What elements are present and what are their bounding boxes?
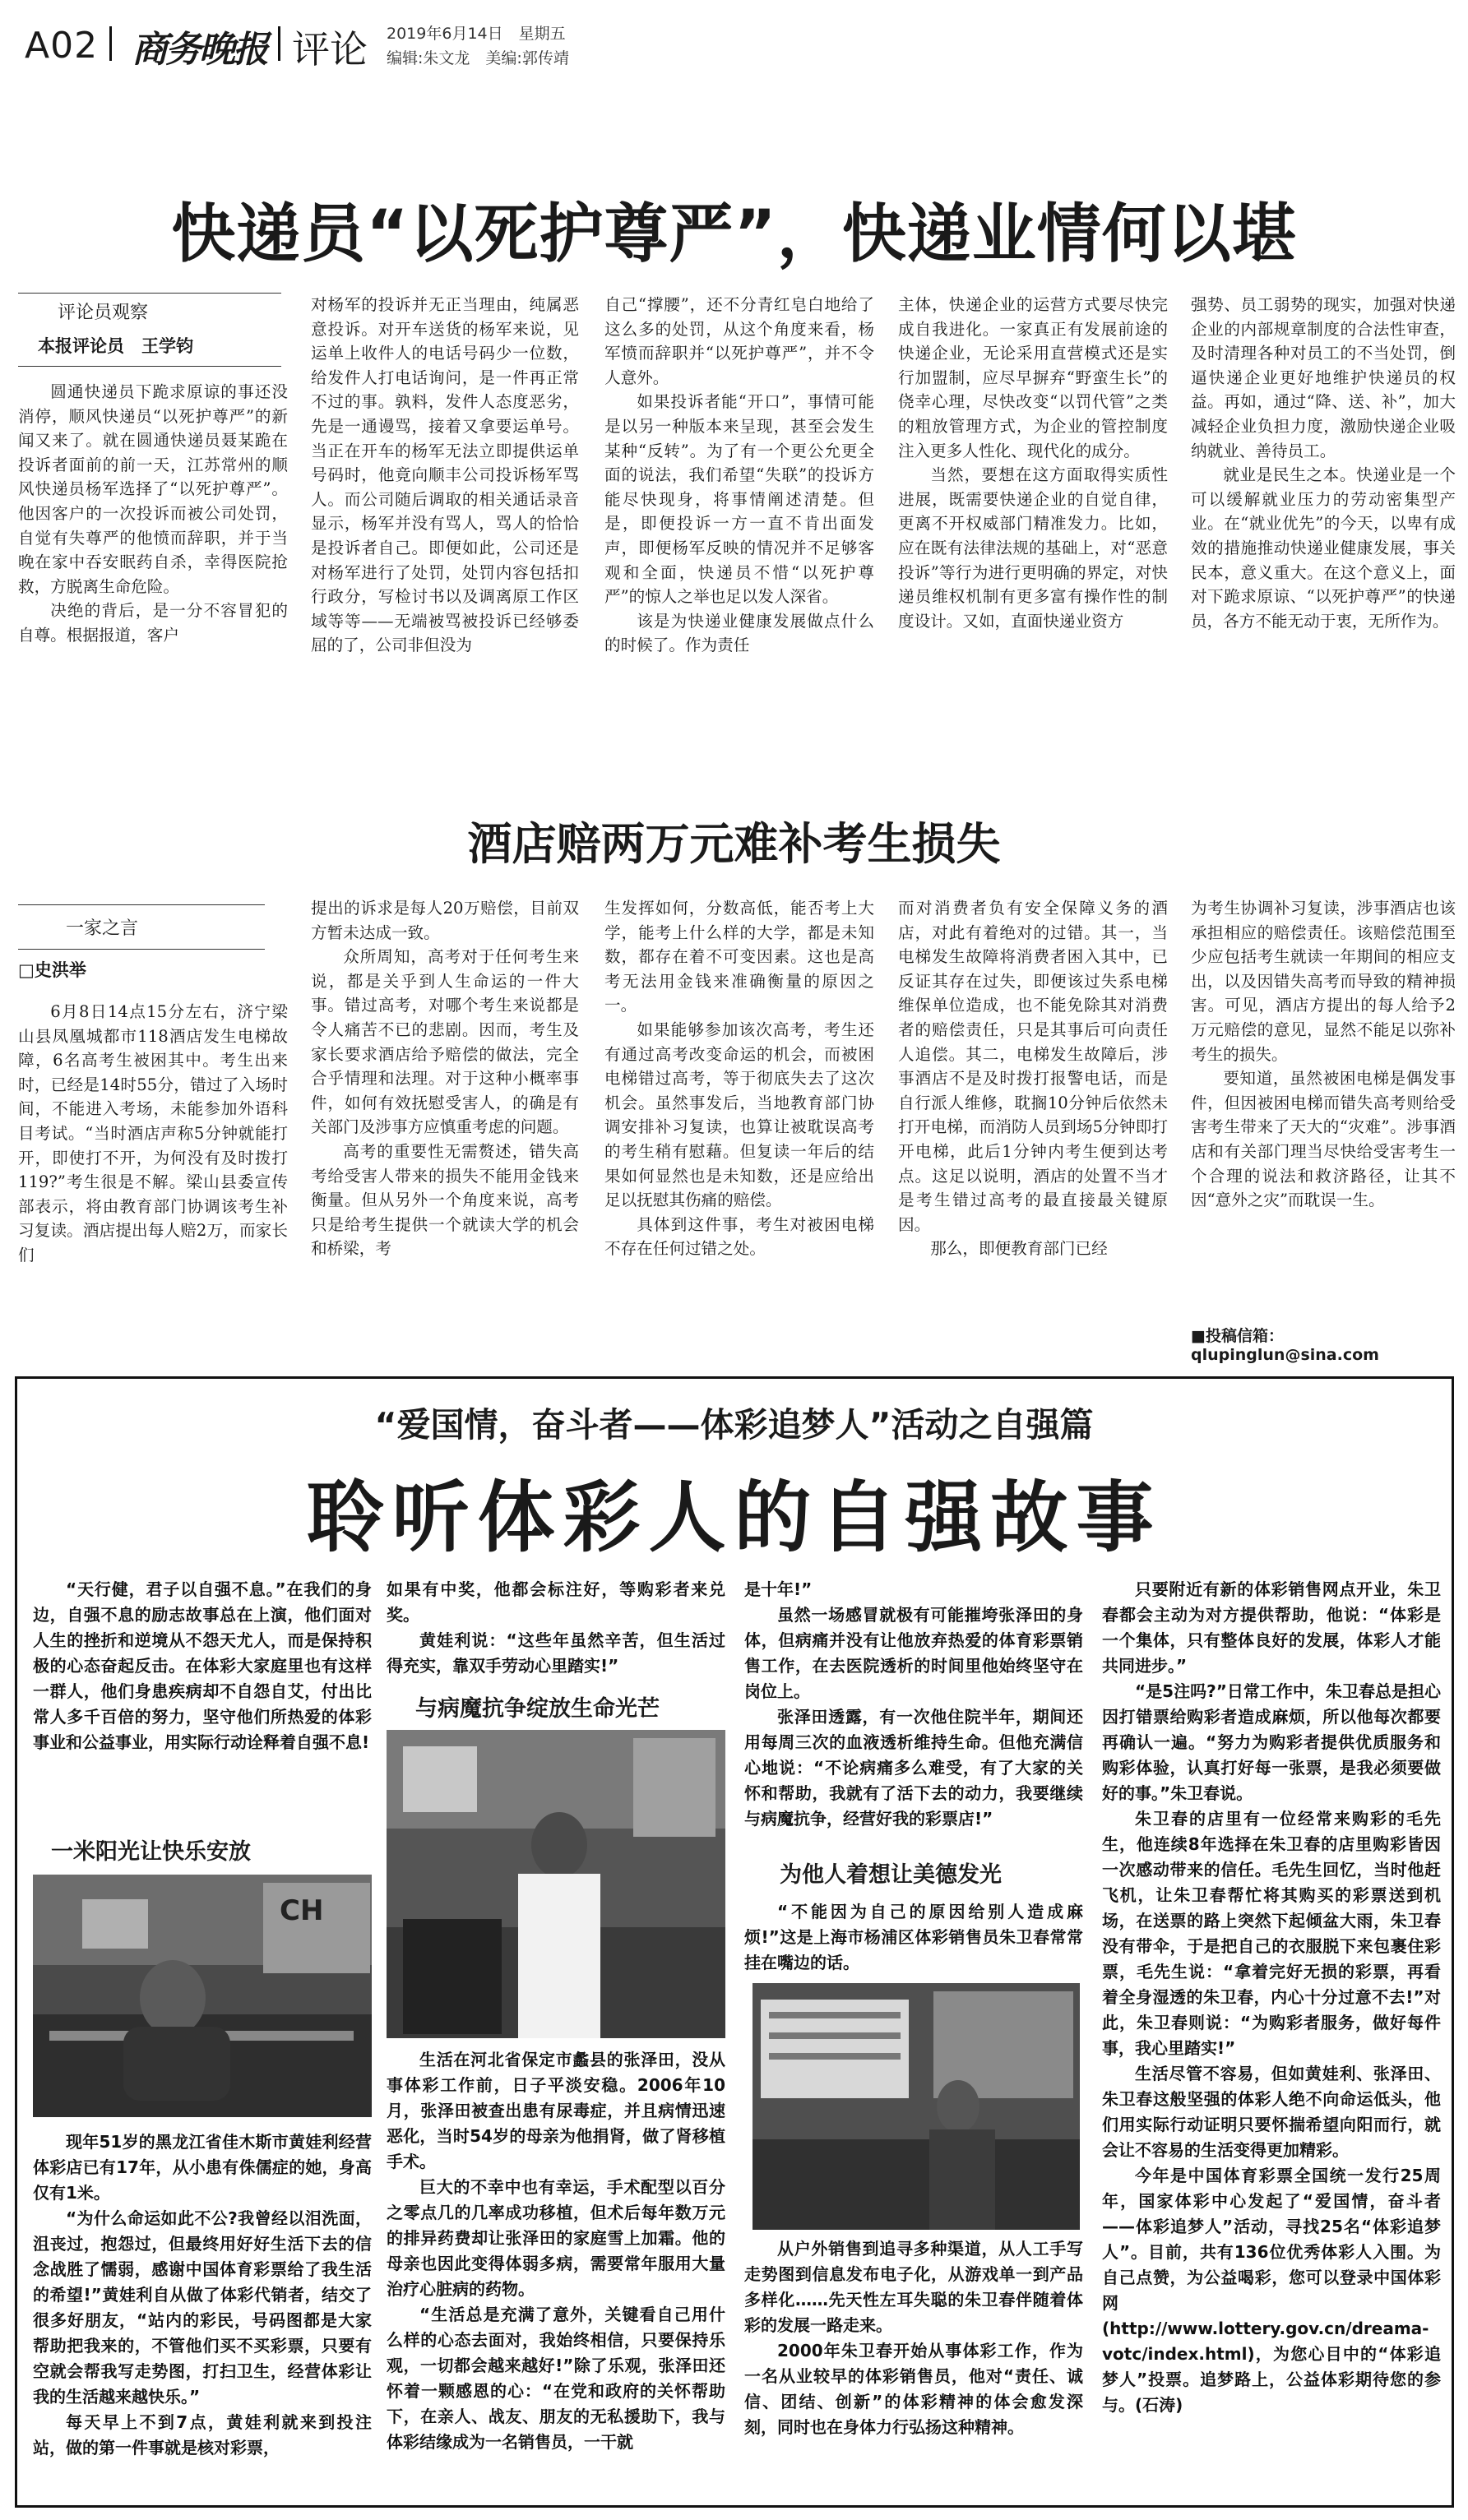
article2-column-3 [604, 896, 874, 1362]
paragraph: 每天早上不到7点，黄娃利就来到投注站，做的第一件事就是核对彩票， [33, 2412, 372, 2458]
feature-column-3 [744, 2236, 1083, 2499]
sign-text: CH [280, 1894, 324, 1927]
feature-column-3-mid [744, 1899, 1083, 1980]
paragraph: 圆通快递员下跪求原谅的事还没消停，顺风快递员“以死护尊严”的新闻又来了。就在圆通快递员聂某跪在投诉者面前的前一天，江苏常州的顺风快递员杨军选择了“以死护尊严”。他因客户的一次投诉而被公司处罚，自觉有失尊严的他愤而辞职，并于当晚在家中吞安眠药自杀，幸得医院抢救，方脱离生命危险。 [18, 382, 288, 596]
paragraph: “为什么命运如此不公?我曾经以泪洗面，沮丧过，抱怨过，但最终用好好生活下去的信念战胜了懦弱，感谢中国体育彩票给了我生活的希望!”黄娃利自从做了体彩代销者，结交了很多好朋友，“站内的彩民，号码图都是大家帮助把我来的，不管他们买不买彩票，只要有空就会帮我写走势图，打扫卫生，经营体彩让我的生活越来越快乐。” [33, 2208, 372, 2407]
photo-shop-owner [33, 1875, 372, 2117]
column-tag: 一家之言 [66, 918, 139, 939]
section-name: 评论 [292, 27, 368, 72]
header-divider [278, 26, 280, 61]
paragraph: “天行健，君子以自强不息。”在我们的身边，自强不息的励志故事总在上演，他们面对人生的挫折和逆境从不怨天尤人，而是保持积极的心态奋起反击。在体彩大家庭里也有这样一群人，他们身患疾病却不自怨自艾，付出比常人多千百倍的努力，坚守他们所热爱的体彩事业和公益事业，用实际行动诠释着自强不息! [33, 1579, 372, 1752]
article1-column-4 [898, 293, 1168, 728]
feature-kicker: “爱国情，奋斗者——体彩追梦人”活动之自强篇 [374, 1405, 1094, 1445]
paragraph: 主体，快递企业的运营方式要尽快完成自我进化。一家真正有发展前途的快递企业，无论采用直营模式还是实行加盟制，应尽早摒弃“野蛮生长”的侥幸心理，尽快改变“以罚代管”之类的粗放管理方式，为企业的管控制度注入更多人性化、现代化的成分。 [898, 295, 1168, 460]
photo-shop-interior [753, 1983, 1080, 2230]
paragraph: 现年51岁的黑龙江省佳木斯市黄娃利经营体彩店已有17年，从小患有侏儒症的她，身高仅有1米。 [33, 2132, 372, 2203]
photo-salesman [387, 1730, 725, 2038]
article2-column-4 [898, 896, 1168, 1362]
feature-column-4 [1102, 1577, 1441, 2499]
paragraph: 生发挥如何，分数高低，能否考上大学，能考上什么样的大学，都是未知数，都存在着不可变因素。这也是高考无法用金钱来准确衡量的原因之一。 [604, 899, 874, 1015]
column-tag: 评论员观察 [58, 303, 149, 323]
paragraph: 如果有中奖，他都会标注好，等购彩者来兑奖。 [387, 1579, 725, 1625]
feature-column-2 [387, 2047, 725, 2499]
paragraph: 众所周知，高考对于任何考生来说，都是关乎到人生命运的一件大事。错过高考，对哪个考生来说都是令人痛苦不已的悲剧。因而，考生及家长要求酒店给予赔偿的做法，完全合乎情理和法理。对于这种小概率事件，如何有效抚慰受害人，的确是有关部门及涉事方应慎重考虑的问题。 [311, 947, 579, 1137]
paragraph: 强势、员工弱势的现实，加强对快递企业的内部规章制度的合法性审查，及时清理各种对员工的不当处罚，倒逼快递企业更好地维护快递员的权益。再如，通过“降、送、补”，加大减轻企业负担力度，激励快递企业吸纳就业、善待员工。 [1191, 295, 1456, 460]
article1-column-1 [18, 380, 288, 725]
paragraph: 自己“撑腰”，还不分青红皂白地给了这么多的处罚，从这个角度来看，杨军愤而辞职并“以死护尊严”，并不令人意外。 [604, 295, 874, 387]
paragraph: 如果投诉者能“开口”，事情可能是以另一种版本来呈现，甚至会发生某种“反转”。为了有一个更公允更全面的说法，我们希望“失联”的投诉方能尽快现身，将事情阐述清楚。但是，即便投诉一方一直不肯出面发声，即便杨军反映的情况并不足够客观和全面，快递员不惜“以死护尊严”的惊人之举也足以发人深省。 [604, 392, 874, 607]
paragraph: 朱卫春的店里有一位经常来购彩的毛先生，他连续8年选择在朱卫春的店里购彩皆因一次感动带来的信任。毛先生回忆，当时他赶飞机，让朱卫春帮忙将其购买的彩票送到机场，在送票的路上突然下起倾盆大雨，朱卫春没有带伞，于是把自己的衣服脱下来包裹住彩票，毛先生说：“拿着完好无损的彩票，再看着全身湿透的朱卫春，内心十分过意不去!”对此，朱卫春则说：“为购彩者服务，做好每件事，我心里踏实!” [1102, 1809, 1441, 2058]
newspaper-logo: 商务晚报 [132, 29, 266, 71]
article2-byline-box [18, 904, 281, 980]
paragraph: 是十年!” [744, 1579, 813, 1599]
paragraph: 提出的诉求是每人20万赔偿，目前双方暂未达成一致。 [311, 899, 579, 942]
issue-date: 2019年6月14日 星期五 [387, 25, 566, 43]
article1-headline: 快递员“以死护尊严”，快递业情何以堪 [171, 197, 1297, 271]
paragraph: 虽然一场感冒就极有可能摧垮张泽田的身体，但病痛并没有让他放弃热爱的体育彩票销售工作，在去医院透析的时间里他始终坚守在岗位上。 [744, 1605, 1083, 1701]
paragraph: 就业是民生之本。快递业是一个可以缓解就业压力的劳动密集型产业。在“就业优先”的今天，以卑有成效的措施推动快递业健康发展，事关民本，意义重大。在这个意义上，面对下跪求原谅、“以死护尊严”的快递员，各方不能无动于衷，无所作为。 [1191, 465, 1456, 631]
feature-column-3-top [744, 1577, 1083, 1845]
feature-column-2-top [387, 1577, 725, 1682]
article2-column-1 [18, 1000, 288, 1362]
paragraph: 决绝的背后，是一分不容冒犯的自尊。根据报道，客户 [18, 601, 288, 645]
paragraph: 今年是中国体育彩票全国统一发行25周年，国家体彩中心发起了“爱国情，奋斗者——体彩追梦人”活动，寻找25名“体彩追梦人”。目前，共有136位优秀体彩人入围。为自己点赞，为公益喝彩，您可以登录中国体彩网(http://www.lottery.gov.cn/dreama-votc/index.html)，为您心目中的“体彩追梦人”投票。追梦路上，公益体彩期待您的参与。(石涛) [1102, 2166, 1441, 2415]
photo-image [387, 1730, 725, 2038]
feature-headline: 聆听体彩人的自强故事 [306, 1473, 1162, 1563]
subhead-1: 一米阳光让快乐安放 [51, 1839, 251, 1865]
article1-byline: 本报评论员 王学钧 [38, 336, 193, 356]
paragraph: “不能因为自己的原因给别人造成麻烦!”这是上海市杨浦区体彩销售员朱卫春常常挂在嘴边的话。 [744, 1902, 1083, 1972]
article1-byline-box [18, 293, 281, 356]
paragraph: 对杨军的投诉并无正当理由，纯属恶意投诉。对开车送货的杨军来说，见运单上收件人的电话号码少一位数，给发件人打电话询问，是一件再正常不过的事。孰料，发件人态度恶劣，先是一通谩骂，接着又拿要运单号。当正在开车的杨军无法立即提供运单号码时，他竟向顺丰公司投诉杨军骂人。而公司随后调取的相关通话录音显示，杨军并没有骂人，骂人的恰恰是投诉者自己。即便如此，公司还是对杨军进行了处罚，处罚内容包括扣行政分，写检讨书以及调离原工作区域等等——无端被骂被投诉已经够委屈的了，公司非但没为 [311, 295, 579, 655]
paragraph: 该是为快递业健康发展做点什么的时候了。作为责任 [604, 611, 874, 655]
paragraph: “生活总是充满了意外，关键看自己用什么样的心态去面对，我始终相信，只要保持乐观，一切都会越来越好!”除了乐观，张泽田还怀着一颗感恩的心：“在党和政府的关怀帮助下，在亲人、战友、朋友的无私援助下，我与体彩结缘成为一名销售员，一干就 [387, 2305, 725, 2452]
subhead-2: 与病魔抗争绽放生命光芒 [415, 1696, 660, 1722]
article1-column-2 [311, 293, 579, 728]
paragraph: 从户外销售到追寻多种渠道，从人工手写走势图到信息发布电子化，从游戏单一到产品多样化……先天性左耳失聪的朱卫春伴随着体彩的发展一路走来。 [744, 2239, 1083, 2335]
paragraph: 要知道，虽然被困电梯是偶发事件，但因被困电梯而错失高考则给受害考生带来了天大的“灾难”。涉事酒店和有关部门理当尽快给受害考生一个合理的说法和救济路径，让其不因“意外之灾”而耽误一生。 [1191, 1069, 1456, 1210]
feature-intro [33, 1577, 372, 1824]
paragraph: 具体到这件事，考生对被困电梯不存在任何过错之处。 [604, 1214, 874, 1259]
paragraph: 生活尽管不容易，但如黄娃利、张泽田、朱卫春这般坚强的体彩人绝不向命运低头，他们用实际行动证明只要怀揣希望向阳而行，就会让不容易的生活变得更加精彩。 [1102, 2064, 1441, 2160]
article2-column-2 [311, 896, 579, 1362]
paragraph: 2000年朱卫春开始从事体彩工作，作为一名从业较早的体彩销售员，他对“责任、诚信、团结、创新”的体彩精神的体会愈发深刻，同时也在身体力行弘扬这种精神。 [744, 2341, 1083, 2437]
header-divider [109, 26, 112, 61]
paragraph: 如果能够参加该次高考，考生还有通过高考改变命运的机会，而被困电梯错过高考，等于彻底失去了这次机会。虽然事发后，当地教育部门协调安排补习复读，也算让被耽误高考的考生稍有慰藉。但复读一年后的结果如何显然也是未知数，还是应给出足以抚慰其伤痛的赔偿。 [604, 1020, 874, 1210]
editor-credits: 编辑:朱文龙 美编:郭传靖 [387, 49, 569, 67]
article2-author: □史洪举 [18, 960, 86, 980]
paragraph: 巨大的不幸中也有幸运，手术配型以百分之零点几的几率成功移植，但术后每年数万元的排异药费却让张泽田的家庭雪上加霜。他的母亲也因此变得体弱多病，需要常年服用大量治疗心脏病的药物。 [387, 2177, 725, 2299]
paragraph: 高考的重要性无需赘述，错失高考给受害人带来的损失不能用金钱来衡量。但从另外一个角度来说，高考只是给考生提供一个就读大学的机会和桥梁，考 [311, 1141, 579, 1259]
paragraph: “是5注吗?”日常工作中，朱卫春总是担心因打错票给购彩者造成麻烦，所以他每次都要再确认一遍。“努力为购彩者提供优质服务和购彩体验，认真打好每一张票，是我必须要做好的事。”朱卫春说。 [1102, 1681, 1441, 1803]
paragraph: 生活在河北省保定市蠡县的张泽田，没从事体彩工作前，日子平淡安稳。2006年10月，张泽田被查出患有尿毒症，并且病情迅速恶化，当时54岁的母亲为他捐肾，做了肾移植手术。 [387, 2050, 725, 2171]
article2-column-5 [1191, 896, 1456, 1307]
contact-email: ■投稿信箱：qlupinglun@sina.com [1191, 1327, 1379, 1364]
paragraph: 而对消费者负有安全保障义务的酒店，对此有着绝对的过错。其一，当电梯发生故障将消费者困入其中，已反证其存在过失，即便该过失系电梯维保单位造成，也不能免除其对消费者的赔偿责任，只是其事后可向责任人追偿。其二，电梯发生故障后，涉事酒店不是及时拨打报警电话，而是自行派人维修，耽搁10分钟后依然未打开电梯，而消防人员到场5分钟即打开电梯，此后1分钟内考生便到达考点。这足以说明，酒店的处置不当才是考生错过高考的最直接最关键原因。 [898, 899, 1168, 1234]
paragraph: 当然，要想在这方面取得实质性进展，既需要快递企业的自觉自律，更离不开权威部门精准发力。比如，应在既有法律法规的基础上，对“恶意投诉”等行为进行更明确的界定，对快递员维权机制有更多富有操作性的制度设计。又如，直面快递业资方 [898, 465, 1168, 631]
paragraph: 只要附近有新的体彩销售网点开业，朱卫春都会主动为对方提供帮助，他说：“体彩是一个集体，只有整体良好的发展，体彩人才能共同进步。” [1102, 1579, 1441, 1676]
subhead-3: 为他人着想让美德发光 [780, 1862, 1002, 1888]
paragraph: 那么，即便教育部门已经 [930, 1239, 1108, 1259]
page-number: A02 [25, 25, 99, 67]
article1-column-5 [1191, 293, 1456, 728]
article2-headline: 酒店赔两万元难补考生损失 [467, 818, 1001, 870]
paragraph: 6月8日14点15分左右，济宁梁山县凤凰城都市118酒店发生电梯故障，6名高考生被困其中。考生出来时，已经是14时55分，错过了入场时间，不能进入考场，未能参加外语科目考试。“当时酒店声称5分钟就能打开，即使打不开，为何没有及时拨打119?”考生很是不解。梁山县委宣传部表示，将由教育部门协调该考生补习复读。酒店提出每人赔2万，而家长们 [18, 1002, 288, 1265]
paragraph: 张泽田透露，有一次他住院半年，期间还用每周三次的血液透析维持生命。但他充满信心地说：“不论病痛多么难受，有了大家的关怀和帮助，我就有了活下去的动力，我要继续与病魔抗争，经营好我的彩票店!” [744, 1707, 1083, 1829]
article1-column-3 [604, 293, 874, 728]
paragraph: 黄娃利说：“这些年虽然辛苦，但生活过得充实，靠双手劳动心里踏实!” [387, 1630, 725, 1676]
photo-image [753, 1983, 1080, 2230]
feature-column-1 [33, 2129, 372, 2499]
paragraph: 为考生协调补习复读，涉事酒店也该承担相应的赔偿责任。该赔偿范围至少应包括考生就读一年期间的相应支出，以及因错失高考而导致的精神损害。可见，酒店方提出的每人给予2万元赔偿的意见，显然不能足以弥补考生的损失。 [1191, 899, 1456, 1064]
